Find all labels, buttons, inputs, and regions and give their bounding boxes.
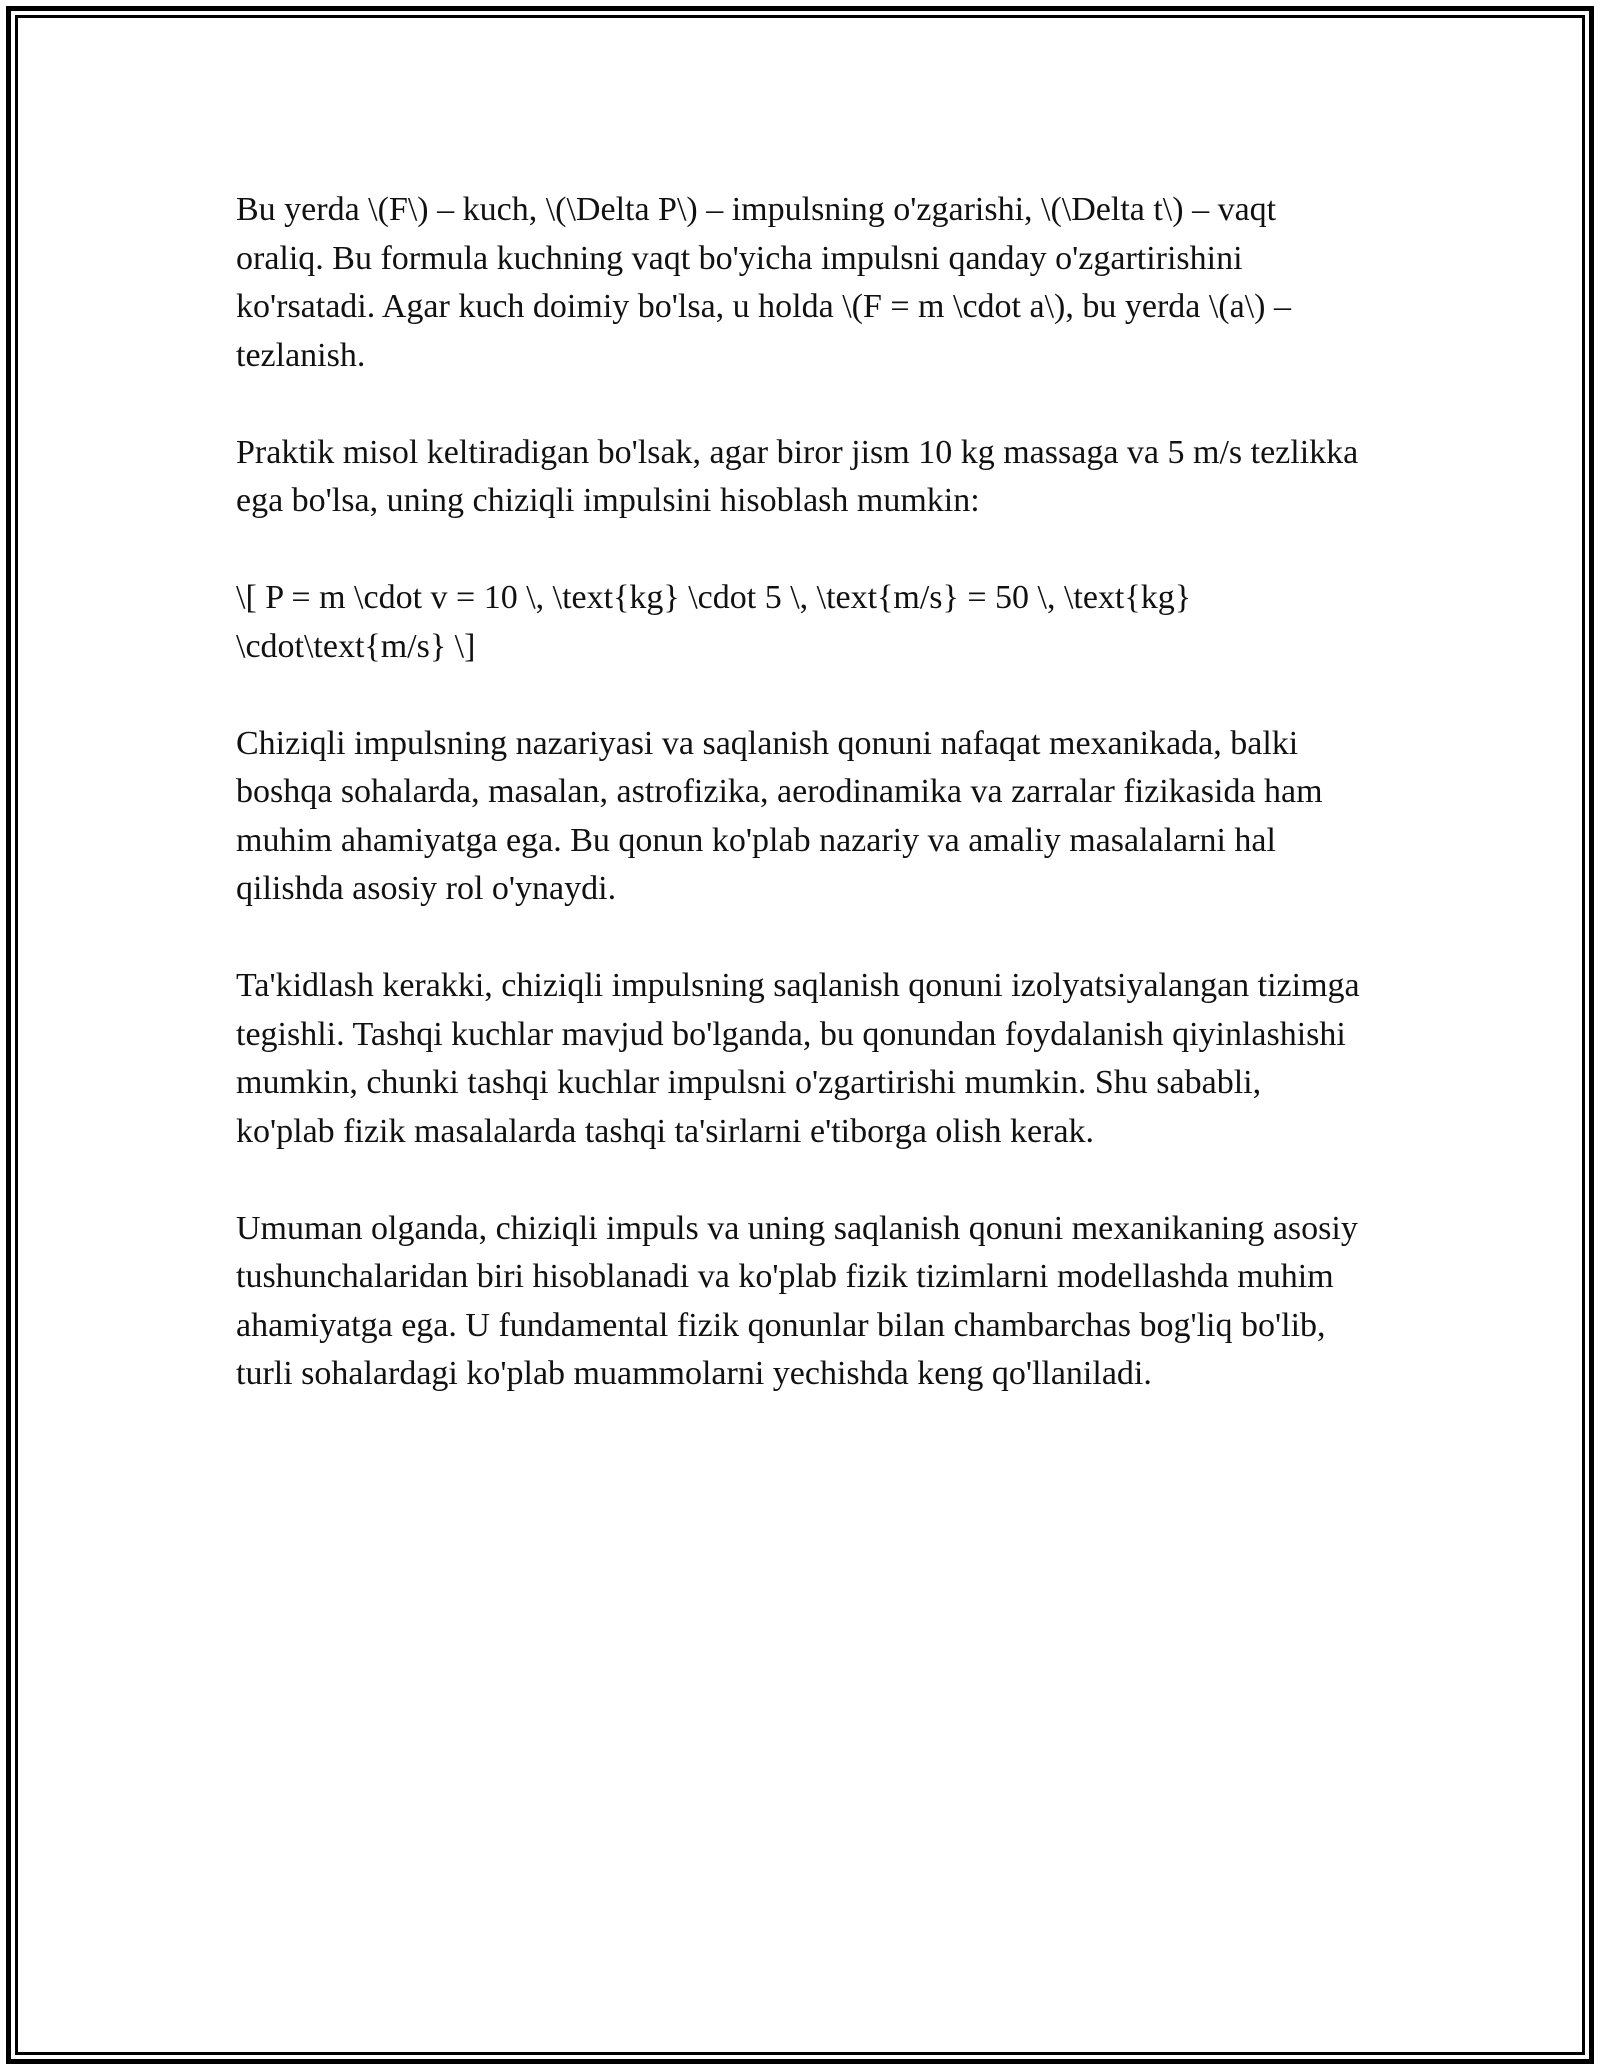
paragraph-conclusion: Umuman olganda, chiziqli impuls va uning saqlanish qonuni mexanikaning asosiy tushunchalaridan biri hisoblanadi va ko'plab fizik tizimlarni modellashda muhim ahamiyatga ega. U fundamental fizik qonunlar bilan chambarchas bog'liq bo'lib, turli sohalardagi ko'plab muammolarni yechishda keng qo'llaniladi. [236,1209,1358,1392]
paragraph-practical-example: Praktik misol keltiradigan bo'lsak, agar biror jism 10 kg massaga va 5 m/s tezlikka ega bo'lsa, uning chiziqli impulsini hisoblash mumkin: [236,433,1359,519]
paragraph-impulse-formula: \[ P = m \cdot v = 10 \, \text{kg} \cdot 5 \, \text{m/s} = 50 \, \text{kg} \cdot\text{m/s} \] [236,579,1192,665]
paragraph-force-definition: Bu yerda \(F\) – kuch, \(\Delta P\) – impulsning o'zgarishi, \(\Delta t\) – vaqt oraliq. Bu formula kuchning vaqt bo'yicha impulsni qanday o'zgartirishini ko'rsatadi. Agar kuch doimiy bo'lsa, u holda \(F = m \cdot a\), bu yerda \(a\) – tezlanish. [236,191,1291,374]
document-body [236,186,1364,1447]
paragraph-applications: Chiziqli impulsning nazariyasi va saqlanish qonuni nafaqat mexanikada, balki boshqa sohalarda, masalan, astrofizika, aerodinamika va zarralar fizikasida ham muhim ahamiyatga ega. Bu qonun ko'plab nazariy va amaliy masalalarni hal qilishda asosiy rol o'ynaydi. [236,724,1323,907]
paragraph-isolated-system: Ta'kidlash kerakki, chiziqli impulsning saqlanish qonuni izolyatsiyalangan tizimga tegishli. Tashqi kuchlar mavjud bo'lganda, bu qonundan foydalanish qiyinlashishi mumkin, chunki tashqi kuchlar impulsni o'zgartirishi mumkin. Shu sababli, ko'plab fizik masalalarda tashqi ta'sirlarni e'tiborga olish kerak. [236,967,1360,1150]
